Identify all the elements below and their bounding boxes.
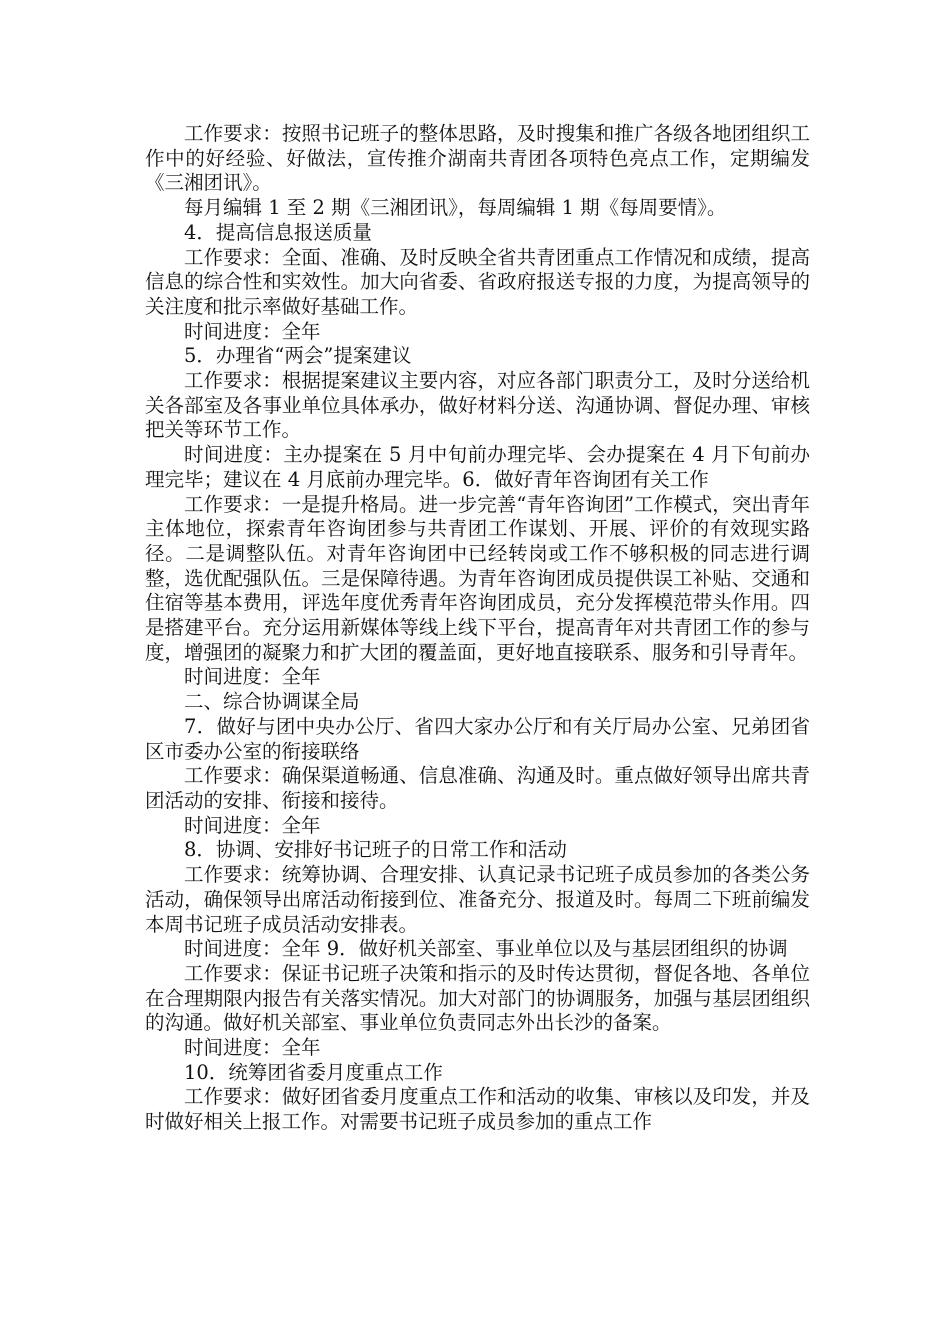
paragraph: 时间进度：全年 — [184, 665, 321, 689]
paragraph: 时间进度：全年 9．做好机关部室、事业单位以及与基层团组织的协调 — [184, 937, 788, 961]
paragraph: 工作要求：一是提升格局。进一步完善“青年咨询团”工作模式，突出青年主体地位，探索青年咨询团参与共青团工作谋划、开展、评价的有效现实路径。二是调整队伍。对青年咨询团中已经转岗或工作不够积极的同志进行调整，选优配强队伍。三是保障待遇。为青年咨询团成员提供误工补贴、交通和住宿等基本费用，评选年度优秀青年咨询团成员，充分发挥模范带头作用。四是搭建平台。充分运用新媒体等线上线下平台，提高青年对共青团工作的参与度，增强团的凝聚力和扩大团的覆盖面，更好地直接联系、服务和引导青年。 — [145, 492, 810, 664]
section-heading: 4．提高信息报送质量 — [184, 220, 372, 244]
section-heading: 5．办理省“两会”提案建议 — [184, 344, 412, 368]
paragraph: 时间进度：全年 — [184, 319, 321, 343]
paragraph: 工作要求：按照书记班子的整体思路，及时搜集和推广各级各地团组织工作中的好经验、好做法，宣传推介湖南共青团各项特色亮点工作，定期编发《三湘团讯》。 — [145, 122, 810, 195]
paragraph: 工作要求：统筹协调、合理安排、认真记录书记班子成员参加的各类公务活动，确保领导出席活动衔接到位、准备充分、报道及时。每周二下班前编发本周书记班子成员活动安排表。 — [145, 863, 810, 936]
paragraph: 每月编辑 1 至 2 期《三湘团讯》，每周编辑 1 期《每周要情》。 — [184, 196, 727, 220]
section-heading: 7．做好与团中央办公厅、省四大家办公厅和有关厅局办公室、兄弟团省区市委办公室的衔接联络 — [145, 714, 810, 763]
paragraph: 时间进度：全年 — [184, 1036, 321, 1060]
paragraph: 工作要求：保证书记班子决策和指示的及时传达贯彻，督促各地、各单位在合理期限内报告有关落实情况。加大对部门的协调服务，加强与基层团组织的沟通。做好机关部室、事业单位负责同志外出长沙的备案。 — [145, 961, 810, 1035]
paragraph: 工作要求：确保渠道畅通、信息准确、沟通及时。重点做好领导出席共青团活动的安排、衔接和接待。 — [145, 764, 810, 812]
section-heading: 二、综合协调谋全局 — [184, 690, 360, 714]
paragraph: 工作要求：全面、准确、及时反映全省共青团重点工作情况和成绩，提高信息的综合性和实效性。加大向省委、省政府报送专报的力度，为提高领导的关注度和批示率做好基础工作。 — [145, 245, 810, 318]
document-body — [145, 122, 810, 1135]
paragraph: 时间进度：全年 — [184, 813, 321, 837]
section-heading: 10．统筹团省委月度重点工作 — [184, 1060, 443, 1084]
section-heading: 8．协调、安排好书记班子的日常工作和活动 — [184, 838, 567, 862]
paragraph: 工作要求：根据提案建议主要内容，对应各部门职责分工，及时分送给机关各部室及各事业单位具体承办，做好材料分送、沟通协调、督促办理、审核把关等环节工作。 — [145, 369, 810, 442]
paragraph: 时间进度：主办提案在 5 月中旬前办理完毕、会办提案在 4 月下旬前办理完毕；建议在 4 月底前办理完毕。6．做好青年咨询团有关工作 — [145, 443, 810, 491]
paragraph: 工作要求：做好团省委月度重点工作和活动的收集、审核以及印发，并及时做好相关上报工作。对需要书记班子成员参加的重点工作 — [145, 1085, 810, 1134]
